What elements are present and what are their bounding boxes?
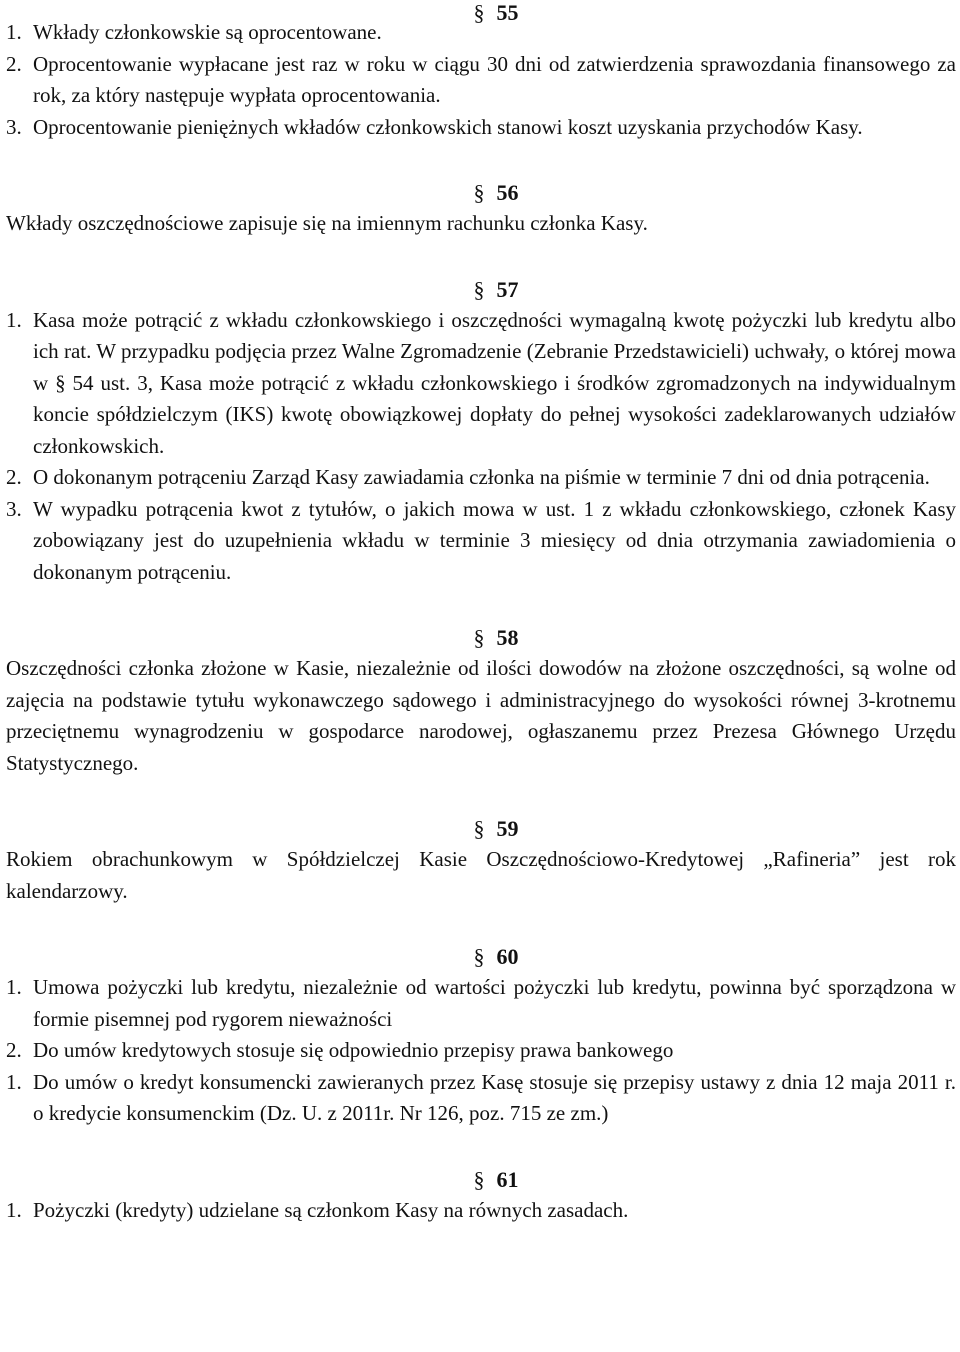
list-item bbox=[6, 17, 956, 49]
section-number: 55 bbox=[496, 0, 519, 25]
section-heading bbox=[6, 178, 956, 208]
item-text: W wypadku potrącenia kwot z tytułów, o jakich mowa w ust. 1 z wkładu członkowskiego, członek Kasy zobowiązany jest do uzupełnienia wkładu w terminie 3 miesięcy od dnia otrzymania zawiadomienia o dokonanym potrąceniu. bbox=[33, 496, 956, 584]
section-56 bbox=[6, 178, 956, 240]
list-item bbox=[6, 1195, 956, 1227]
item-number: 1. bbox=[6, 1197, 22, 1222]
section-symbol: § bbox=[473, 1166, 485, 1192]
section-paragraph: Rokiem obrachunkowym w Spółdzielczej Kasie Oszczędnościowo-Kredytowej „Rafineria” jest rok kalendarzowy. bbox=[6, 847, 956, 903]
section-number: 57 bbox=[496, 276, 519, 302]
section-58 bbox=[6, 623, 956, 779]
item-text: Oprocentowanie wypłacane jest raz w roku w ciągu 30 dni od zatwierdzenia sprawozdania finansowego za rok, za który następuje wypłata oprocentowania. bbox=[33, 51, 956, 107]
item-number: 2. bbox=[6, 465, 22, 489]
list-item bbox=[6, 494, 956, 589]
document-page bbox=[6, 0, 956, 1226]
item-text: O dokonanym potrąceniu Zarząd Kasy zawiadamia członka na piśmie w terminie 7 dni od dnia potrącenia. bbox=[33, 465, 930, 489]
section-heading bbox=[6, 814, 956, 844]
section-heading bbox=[6, 942, 956, 972]
list-item bbox=[6, 49, 956, 112]
section-59 bbox=[6, 814, 956, 907]
item-number: 1. bbox=[6, 1069, 22, 1094]
section-number: 59 bbox=[496, 816, 519, 841]
item-text: Wkłady członkowskie są oprocentowane. bbox=[33, 20, 382, 44]
section-heading bbox=[6, 275, 956, 305]
section-symbol: § bbox=[473, 276, 485, 302]
section-number: 58 bbox=[496, 625, 519, 650]
item-text: Pożyczki (kredyty) udzielane są członkom Kasy na równych zasadach. bbox=[33, 1197, 629, 1222]
section-number: 61 bbox=[496, 1166, 519, 1192]
section-symbol: § bbox=[473, 625, 485, 650]
section-60 bbox=[6, 942, 956, 1130]
list-item bbox=[6, 462, 956, 494]
item-text: Kasa może potrącić z wkładu członkowskiego i oszczędności wymagalną kwotę pożyczki lub kredytu albo ich rat. W przypadku podjęcia przez Walne Zgromadzenie (Zebranie Przedstawicieli) uchwały, o której mowa w § 54 ust. 3, Kasa może potrącić z wkładu członkowskiego i środków zgromadzonych na indywidualnym koncie spółdzielczym (IKS) kwotę obowiązkowej dopłaty do pełnej wysokości zadeklarowanych udziałów członkowskich. bbox=[33, 307, 956, 458]
item-number: 3. bbox=[6, 496, 22, 521]
section-symbol: § bbox=[473, 944, 485, 969]
list-item bbox=[6, 972, 956, 1035]
section-heading bbox=[6, 1165, 956, 1195]
section-number: 60 bbox=[496, 944, 519, 969]
section-55 bbox=[6, 0, 956, 143]
section-symbol: § bbox=[473, 180, 485, 205]
item-text: Do umów kredytowych stosuje się odpowiednio przepisy prawa bankowego bbox=[33, 1038, 674, 1062]
section-number: 56 bbox=[496, 180, 519, 205]
item-number: 2. bbox=[6, 51, 22, 76]
item-text: Umowa pożyczki lub kredytu, niezależnie od wartości pożyczki lub kredytu, powinna być sporządzona w formie pisemnej pod rygorem nieważności bbox=[33, 975, 956, 1031]
section-heading bbox=[6, 623, 956, 653]
item-number: 1. bbox=[6, 975, 22, 999]
list-item bbox=[6, 1035, 956, 1067]
list-item bbox=[6, 1067, 956, 1130]
section-paragraph: Oszczędności członka złożone w Kasie, niezależnie od ilości dowodów na złożone oszczędności, są wolne od zajęcia na podstawie tytułu wykonawczego sądowego i administracyjnego do wysokości równej 3-krotnemu przeciętnemu wynagrodzeniu w gospodarce narodowej, ogłaszanemu przez Prezesa Głównego Urzędu Statystycznego. bbox=[6, 656, 956, 775]
item-text: Do umów o kredyt konsumencki zawieranych przez Kasę stosuje się przepisy ustawy z dnia 12 maja 2011 r. o kredycie konsumenckim (Dz. U. z 2011r. Nr 126, poz. 715 ze zm.) bbox=[33, 1069, 956, 1125]
section-61 bbox=[6, 1165, 956, 1227]
item-text: Oprocentowanie pieniężnych wkładów członkowskich stanowi koszt uzyskania przychodów Kasy. bbox=[33, 114, 863, 139]
list-item bbox=[6, 112, 956, 144]
section-paragraph: Wkłady oszczędnościowe zapisuje się na imiennym rachunku członka Kasy. bbox=[6, 211, 648, 235]
section-symbol: § bbox=[473, 0, 485, 25]
item-number: 3. bbox=[6, 114, 22, 139]
item-number: 1. bbox=[6, 307, 22, 332]
item-number: 1. bbox=[6, 20, 22, 44]
section-symbol: § bbox=[473, 816, 485, 841]
section-57 bbox=[6, 275, 956, 589]
list-item bbox=[6, 305, 956, 463]
item-number: 2. bbox=[6, 1038, 22, 1062]
